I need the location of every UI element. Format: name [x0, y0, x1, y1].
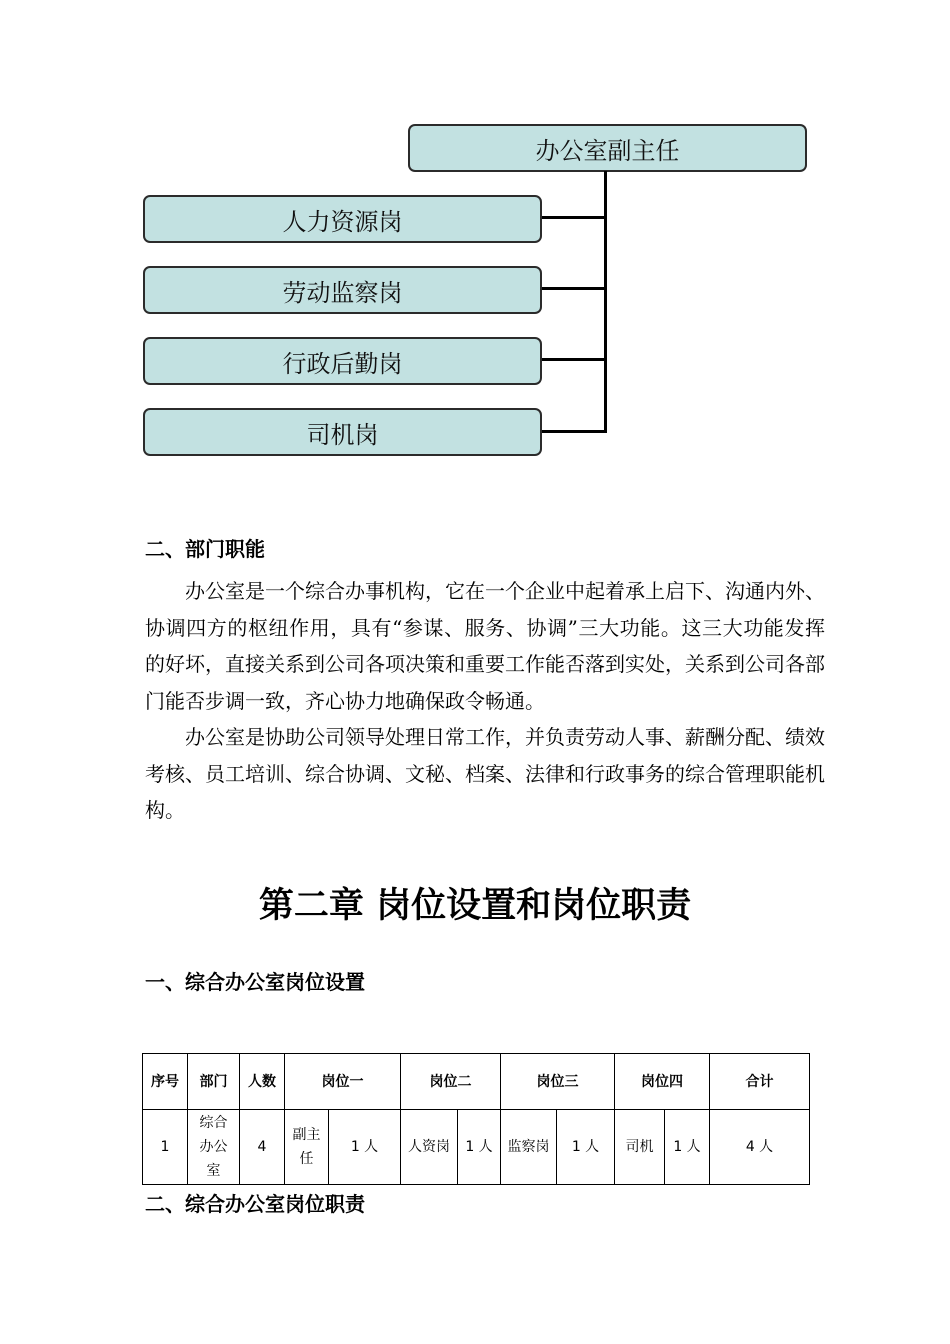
section-heading-post-duties: 二、综合办公室岗位职责	[145, 1192, 365, 1216]
org-connector-branch-1	[540, 216, 607, 219]
cell-total: 4 人	[710, 1110, 810, 1185]
section-heading-dept-functions: 二、部门职能	[145, 537, 265, 561]
paragraph: 办公室是协助公司领导处理日常工作，并负责劳动人事、薪酬分配、绩效考核、员工培训、综合协调、文秘、档案、法律和行政事务的综合管理职能机构。	[145, 725, 825, 822]
org-box-admin-logistics: 行政后勤岗	[143, 337, 542, 385]
cell-pos1-num: 1 人	[329, 1110, 401, 1185]
cell-count: 4	[240, 1110, 285, 1185]
paragraph: 办公室是一个综合办事机构，它在一个企业中起着承上启下、沟通内外、协调四方的枢纽作用，具有“参谋、服务、协调”三大功能。这三大功能发挥的好坏，直接关系到公司各项决策和重要工作能否落到实处，关系到公司各部门能否步调一致，齐心协力地确保政令畅通。	[145, 579, 825, 713]
header-cell-post3: 岗位三	[501, 1054, 615, 1110]
cell-pos3-num: 1 人	[557, 1110, 615, 1185]
header-cell-seq: 序号	[143, 1054, 188, 1110]
table-header-row	[143, 1054, 810, 1110]
header-cell-total: 合计	[710, 1054, 810, 1110]
header-cell-dept: 部门	[188, 1054, 240, 1110]
org-box-deputy-director: 办公室副主任	[408, 124, 807, 172]
cell-pos4-name: 司机	[615, 1110, 665, 1185]
header-cell-count: 人数	[240, 1054, 285, 1110]
section-heading-post-setup: 一、综合办公室岗位设置	[145, 970, 365, 994]
table-row	[143, 1110, 810, 1185]
cell-pos3-name: 监察岗	[501, 1110, 557, 1185]
org-box-hr: 人力资源岗	[143, 195, 542, 243]
cell-pos2-name: 人资岗	[401, 1110, 458, 1185]
org-connector-branch-3	[540, 358, 607, 361]
cell-dept: 综合办公室	[188, 1110, 240, 1185]
chapter-title: 第二章 岗位设置和岗位职责	[258, 886, 692, 926]
org-box-labor-inspection: 劳动监察岗	[143, 266, 542, 314]
org-connector-branch-4	[540, 430, 607, 433]
header-cell-post4: 岗位四	[615, 1054, 710, 1110]
org-connector-branch-2	[540, 287, 607, 290]
cell-seq: 1	[143, 1110, 188, 1185]
cell-pos2-num: 1 人	[458, 1110, 501, 1185]
header-cell-post1: 岗位一	[285, 1054, 401, 1110]
dept-functions-body	[145, 573, 825, 829]
org-box-driver: 司机岗	[143, 408, 542, 456]
header-cell-post2: 岗位二	[401, 1054, 501, 1110]
post-setup-table	[142, 1053, 810, 1185]
cell-pos4-num: 1 人	[665, 1110, 710, 1185]
cell-pos1-name: 副主任	[285, 1110, 329, 1185]
org-connector-vertical	[604, 171, 607, 433]
